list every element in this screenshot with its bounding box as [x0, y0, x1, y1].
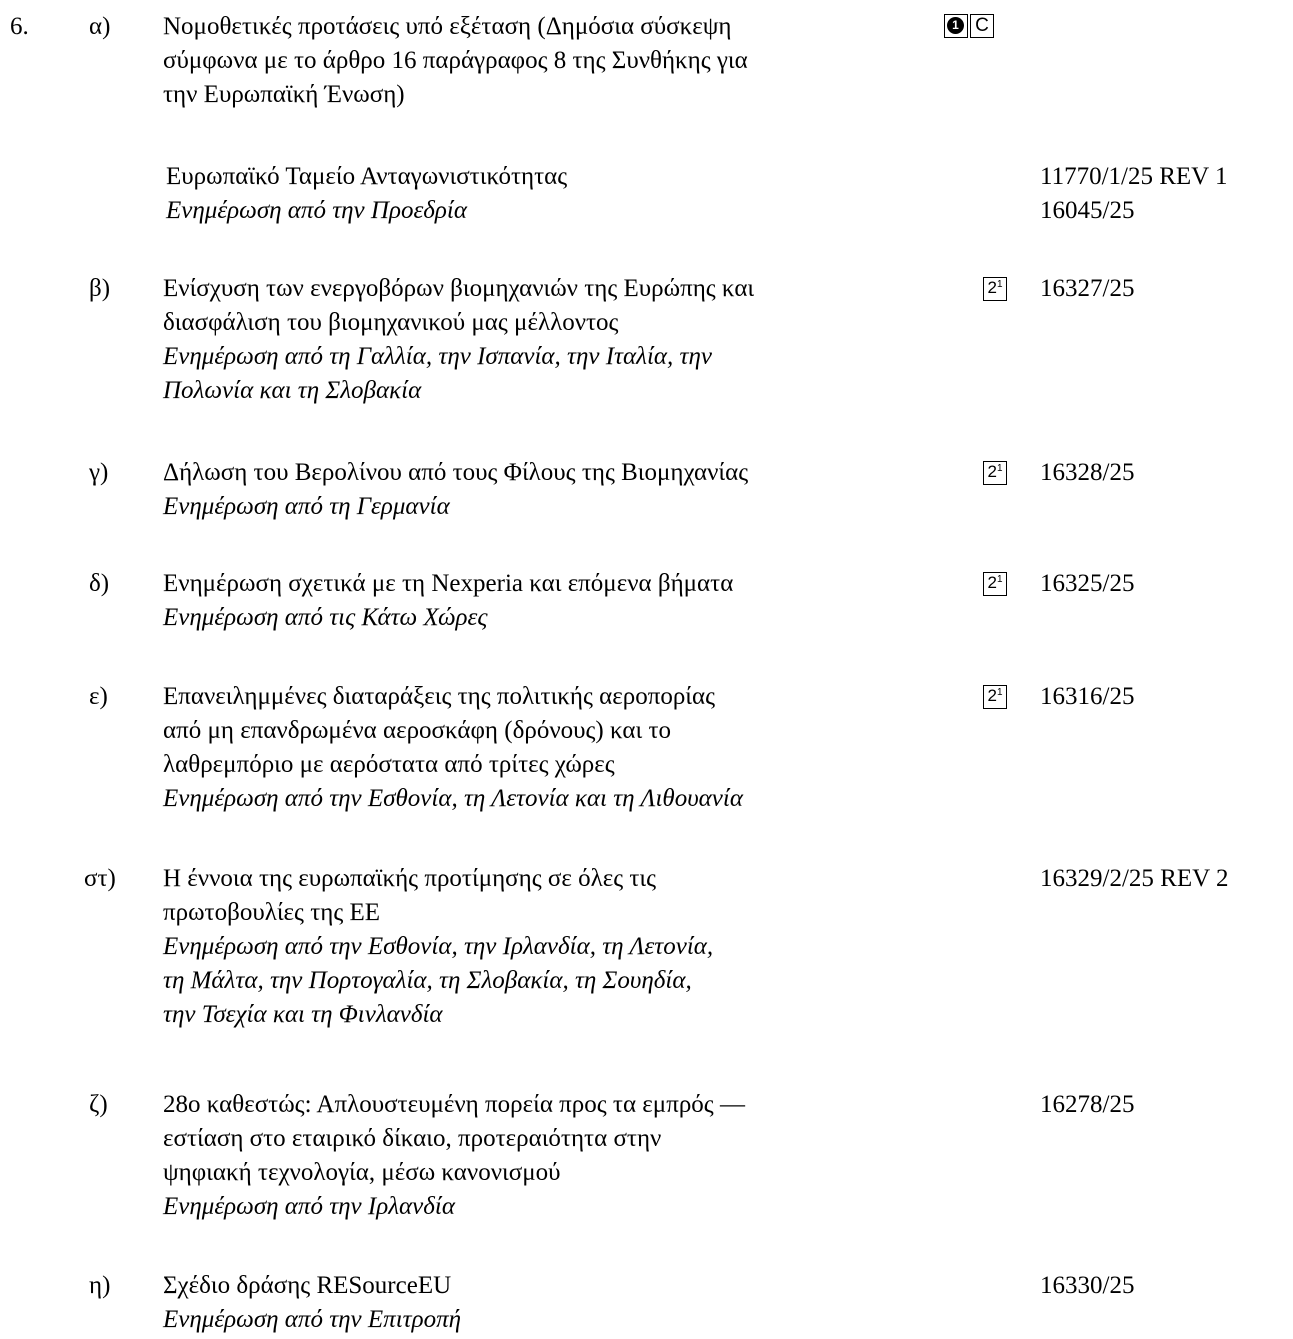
subitem-title: Δήλωση του Βερολίνου από τους Φίλους της Βιομηχανίας — [163, 459, 749, 486]
document-refs: 11770/1/25 REV 1 16045/25 — [1040, 163, 1228, 224]
document-refs: 16325/25 — [1040, 570, 1135, 597]
subitem-letter: γ) — [89, 459, 109, 486]
subitem-title: Νομοθετικές προτάσεις υπό εξέταση (Δημόσια σύσκεψη σύμφωνα με το άρθρο 16 παράγραφος 8 της Συνθήκης για την Ευρωπαϊκή Ένωση) — [163, 13, 748, 108]
legend-2-icon: $2^1$ — [983, 277, 1007, 301]
legend-1-c-icon: 1 C — [944, 14, 994, 40]
subitem-letter: ε) — [89, 683, 108, 710]
subitem-letter: α) — [89, 13, 111, 40]
subitem-title: Η έννοια της ευρωπαϊκής προτίμησης σε όλες τις πρωτοβουλίες της ΕΕ — [163, 865, 657, 926]
document-refs: 16316/25 — [1040, 683, 1135, 710]
subitem-note: Ενημέρωση από την Εσθονία, τη Λετονία και τη Λιθουανία — [163, 785, 743, 812]
legend-2-icon: $2^1$ — [983, 685, 1007, 709]
document-refs: 16329/2/25 REV 2 — [1040, 865, 1229, 892]
document-refs: 16327/25 — [1040, 275, 1135, 302]
item-number: 6. — [10, 13, 29, 40]
subitem-note: Ενημέρωση από τις Κάτω Χώρες — [163, 604, 488, 631]
subitem-title: Σχέδιο δράσης RESourceEU — [163, 1272, 452, 1299]
subitem-note: Ενημέρωση από την Προεδρία — [166, 197, 467, 224]
subitem-note: Ενημέρωση από τη Γαλλία, την Ισπανία, την Ιταλία, την Πολωνία και τη Σλοβακία — [163, 343, 712, 404]
subitem-note: Ενημέρωση από την Επιτροπή — [163, 1306, 462, 1333]
subitem-note: Ενημέρωση από την Εσθονία, την Ιρλανδία, τη Λετονία, τη Μάλτα, την Πορτογαλία, τη Σλοβακία, τη Σουηδία, την Τσεχία και τη Φινλανδία — [163, 933, 714, 1028]
subitem-subtitle: Ευρωπαϊκό Ταμείο Ανταγωνιστικότητας — [166, 163, 568, 190]
document-refs: 16330/25 — [1040, 1272, 1135, 1299]
subitem-title: 28ο καθεστώς: Απλουστευμένη πορεία προς τα εμπρός — εστίαση στο εταιρικό δίκαιο, προτεραιότητα στην ψηφιακή τεχνολογία, μέσω κανονισμού — [163, 1091, 745, 1186]
subitem-letter: η) — [89, 1272, 111, 1299]
legend-2-icon: $2^1$ — [983, 461, 1007, 485]
document-refs: 16328/25 — [1040, 459, 1135, 486]
legend-2-icon: $2^1$ — [983, 572, 1007, 596]
subitem-title: Επανειλημμένες διαταράξεις της πολιτικής αεροπορίας από μη επανδρωμένα αεροσκάφη (δρόνους) και το λαθρεμπόριο με αερόστατα από τρίτες χώρες — [163, 683, 716, 778]
subitem-letter: ζ) — [89, 1091, 108, 1118]
subitem-title: Ενημέρωση σχετικά με τη Nexperia και επόμενα βήματα — [163, 570, 734, 597]
document-refs: 16278/25 — [1040, 1091, 1135, 1118]
subitem-title: Ενίσχυση των ενεργοβόρων βιομηχανιών της Ευρώπης και διασφάλιση του βιομηχανικού μας μέλλοντος — [163, 275, 755, 336]
subitem-letter: β) — [89, 275, 111, 302]
subitem-letter: δ) — [89, 570, 110, 597]
subitem-letter: στ) — [84, 865, 116, 892]
subitem-note: Ενημέρωση από τη Γερμανία — [163, 493, 450, 520]
subitem-note: Ενημέρωση από την Ιρλανδία — [163, 1193, 455, 1220]
